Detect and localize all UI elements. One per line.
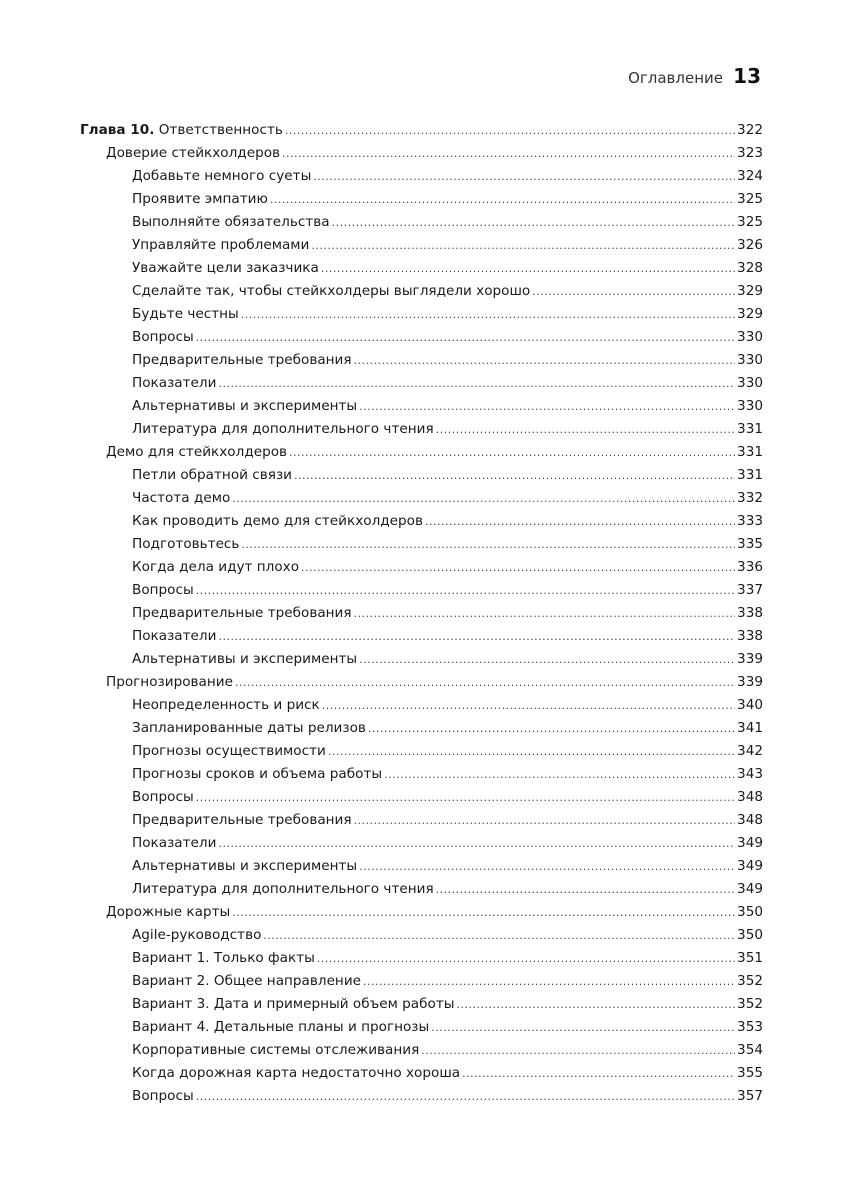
toc-entry-label xyxy=(132,464,292,487)
toc-entry-label xyxy=(132,648,357,671)
toc-entry-label xyxy=(132,832,216,855)
toc-dot-leader xyxy=(321,257,735,280)
toc-entry-title: Альтернативы и эксперименты xyxy=(132,398,358,414)
toc-subsection-entry[interactable] xyxy=(132,1016,763,1039)
toc-dot-leader xyxy=(384,763,735,786)
toc-subsection-entry[interactable] xyxy=(132,832,763,855)
toc-dot-leader xyxy=(456,993,735,1016)
toc-entry-title: Выполняйте обязательства xyxy=(132,214,330,230)
toc-entry-title: Управляйте проблемами xyxy=(132,237,310,253)
toc-page-number: 331 xyxy=(737,444,763,460)
toc-entry-label xyxy=(106,441,287,464)
toc-page-number: 338 xyxy=(737,605,763,621)
toc-page-number: 339 xyxy=(737,651,763,667)
toc-entry-title: Литература для дополнительного чтения xyxy=(132,421,434,437)
toc-entry-label xyxy=(132,970,361,993)
toc-entry-title: Когда дорожная карта недостаточно хороша xyxy=(132,1065,461,1081)
toc-entry-title: Когда дела идут плохо xyxy=(132,559,300,575)
toc-entry-label xyxy=(132,372,216,395)
toc-subsection-entry[interactable] xyxy=(132,257,763,280)
toc-page-number: 349 xyxy=(737,881,763,897)
toc-dot-leader xyxy=(196,1085,735,1108)
toc-section-entry[interactable] xyxy=(106,142,763,165)
toc-entry-label xyxy=(132,763,382,786)
toc-page-number: 355 xyxy=(737,1065,763,1081)
toc-entry-title: Прогнозы сроков и объема работы xyxy=(132,766,383,782)
toc-subsection-entry[interactable] xyxy=(132,165,763,188)
toc-dot-leader xyxy=(241,533,735,556)
toc-page-number: 349 xyxy=(737,858,763,874)
toc-entry-label xyxy=(132,579,194,602)
toc-subsection-entry[interactable] xyxy=(132,188,763,211)
toc-page-number: 336 xyxy=(737,559,763,575)
page-header xyxy=(0,64,849,92)
toc-dot-leader xyxy=(301,556,735,579)
toc-entry-title: Показатели xyxy=(132,375,217,391)
toc-entry-label xyxy=(132,717,366,740)
toc-page-number: 332 xyxy=(737,490,763,506)
toc-subsection-entry[interactable] xyxy=(132,993,763,1016)
toc-dot-leader xyxy=(354,349,735,372)
toc-dot-leader xyxy=(317,947,735,970)
toc-subsection-entry[interactable] xyxy=(132,487,763,510)
toc-dot-leader xyxy=(270,188,735,211)
toc-page-number: 349 xyxy=(737,835,763,851)
toc-entry-label xyxy=(132,280,530,303)
toc-entry-label xyxy=(132,349,352,372)
toc-entry-title: Альтернативы и эксперименты xyxy=(132,858,358,874)
toc-section-entry[interactable] xyxy=(106,671,763,694)
toc-subsection-entry[interactable] xyxy=(132,855,763,878)
toc-page-number: 328 xyxy=(737,260,763,276)
toc-dot-leader xyxy=(218,372,735,395)
toc-entry-title: Дорожные карты xyxy=(106,904,231,920)
toc-page-number: 329 xyxy=(737,306,763,322)
toc-entry-label xyxy=(132,1039,419,1062)
toc-entry-label xyxy=(132,1062,460,1085)
toc-entry-title: Прогнозы осуществимости xyxy=(132,743,326,759)
toc-page-number: 354 xyxy=(737,1042,763,1058)
toc-subsection-entry[interactable] xyxy=(132,418,763,441)
toc-dot-leader xyxy=(313,165,735,188)
toc-entry-title: Проявите эмпатию xyxy=(132,191,268,207)
toc-entry-label xyxy=(106,901,230,924)
toc-page-number: 333 xyxy=(737,513,763,529)
toc-entry-title: Литература для дополнительного чтения xyxy=(132,881,434,897)
toc-page-number: 325 xyxy=(737,214,763,230)
toc-dot-leader xyxy=(232,901,735,924)
toc-subsection-entry[interactable] xyxy=(132,372,763,395)
toc-entry-title: Неопределенность и риск xyxy=(132,697,320,713)
toc-entry-label xyxy=(132,257,319,280)
toc-entry-label xyxy=(132,625,216,648)
toc-page-number: 326 xyxy=(737,237,763,253)
toc-page-number: 331 xyxy=(737,421,763,437)
toc-page-number: 335 xyxy=(737,536,763,552)
toc-entry-label xyxy=(132,786,194,809)
toc-dot-leader xyxy=(263,924,735,947)
toc-entry-title: Подготовьтесь xyxy=(132,536,240,552)
toc-entry-title: Вариант 2. Общее направление xyxy=(132,973,362,989)
toc-dot-leader xyxy=(196,786,735,809)
toc-dot-leader xyxy=(421,1039,735,1062)
toc-chapter-entry[interactable] xyxy=(80,119,763,142)
toc-subsection-entry[interactable] xyxy=(132,694,763,717)
toc-page-number: 330 xyxy=(737,375,763,391)
toc-subsection-entry[interactable] xyxy=(132,924,763,947)
toc-subsection-entry[interactable] xyxy=(132,1062,763,1085)
toc-subsection-entry[interactable] xyxy=(132,740,763,763)
toc-dot-leader xyxy=(218,625,735,648)
toc-subsection-entry[interactable] xyxy=(132,510,763,533)
toc-entry-title: Частота демо xyxy=(132,490,231,506)
toc-subsection-entry[interactable] xyxy=(132,556,763,579)
toc-entry-title: Agile-руководство xyxy=(132,927,262,943)
toc-dot-leader xyxy=(332,211,735,234)
toc-page-number: 357 xyxy=(737,1088,763,1104)
toc-entry-label xyxy=(132,510,423,533)
toc-dot-leader xyxy=(322,694,735,717)
running-header-title: Оглавление xyxy=(628,69,723,87)
toc-entry-label xyxy=(132,878,434,901)
toc-entry-label xyxy=(132,326,194,349)
toc-page-number: 341 xyxy=(737,720,763,736)
toc-dot-leader xyxy=(328,740,735,763)
toc-dot-leader xyxy=(196,579,735,602)
toc-entry-label xyxy=(132,694,320,717)
toc-dot-leader xyxy=(354,809,735,832)
toc-subsection-entry[interactable] xyxy=(132,602,763,625)
toc-entry-label xyxy=(132,924,261,947)
toc-entry-label xyxy=(132,855,357,878)
toc-page-number: 337 xyxy=(737,582,763,598)
toc-dot-leader xyxy=(218,832,735,855)
toc-dot-leader xyxy=(462,1062,735,1085)
toc-entry-title: Вопросы xyxy=(132,789,194,805)
toc-entry-label xyxy=(132,602,352,625)
toc-dot-leader xyxy=(354,602,735,625)
toc-dot-leader xyxy=(294,464,735,487)
toc-entry-title: Уважайте цели заказчика xyxy=(132,260,319,276)
toc-entry-title: Демо для стейкхолдеров xyxy=(106,444,288,460)
toc-entry-title: Добавьте немного суеты xyxy=(132,168,312,184)
toc-subsection-entry[interactable] xyxy=(132,326,763,349)
page-number: 13 xyxy=(733,64,761,88)
toc-entry-label xyxy=(132,1085,194,1108)
toc-dot-leader xyxy=(425,510,735,533)
toc-page-number: 339 xyxy=(737,674,763,690)
toc-subsection-entry[interactable] xyxy=(132,464,763,487)
toc-dot-leader xyxy=(359,855,735,878)
toc-dot-leader xyxy=(359,395,735,418)
toc-entry-title: Петли обратной связи xyxy=(132,467,293,483)
toc-entry-label xyxy=(132,556,299,579)
toc-subsection-entry[interactable] xyxy=(132,947,763,970)
toc-subsection-entry[interactable] xyxy=(132,234,763,257)
toc-page-number: 323 xyxy=(737,145,763,161)
toc-page-number: 330 xyxy=(737,352,763,368)
toc-dot-leader xyxy=(285,119,735,142)
toc-entry-label xyxy=(132,993,454,1016)
toc-entry-title: Вариант 1. Только факты xyxy=(132,950,315,966)
toc-subsection-entry[interactable] xyxy=(132,579,763,602)
toc-dot-leader xyxy=(241,303,735,326)
toc-page-number: 338 xyxy=(737,628,763,644)
toc-entry-title: Вариант 4. Детальные планы и прогнозы xyxy=(132,1019,430,1035)
toc-subsection-entry[interactable] xyxy=(132,303,763,326)
toc-page-number: 348 xyxy=(737,812,763,828)
toc-entry-title: Вопросы xyxy=(132,582,194,598)
toc-dot-leader xyxy=(532,280,735,303)
toc-page-number: 340 xyxy=(737,697,763,713)
toc-dot-leader xyxy=(436,418,735,441)
toc-dot-leader xyxy=(436,878,735,901)
toc-subsection-entry[interactable] xyxy=(132,786,763,809)
toc-entry-label xyxy=(80,119,283,142)
toc-page-number: 324 xyxy=(737,168,763,184)
toc-entry-title: Вариант 3. Дата и примерный объем работы xyxy=(132,996,455,1012)
toc-entry-label xyxy=(132,188,268,211)
toc-entry-label xyxy=(132,947,315,970)
toc-page-number: 330 xyxy=(737,398,763,414)
toc-page-number: 350 xyxy=(737,904,763,920)
toc-entry-title: Показатели xyxy=(132,628,217,644)
toc-entry-title: Показатели xyxy=(132,835,217,851)
toc-subsection-entry[interactable] xyxy=(132,349,763,372)
toc-dot-leader xyxy=(235,671,735,694)
toc-entry-title: Запланированные даты релизов xyxy=(132,720,366,736)
toc-entry-title: Доверие стейкхолдеров xyxy=(106,145,281,161)
toc-subsection-entry[interactable] xyxy=(132,395,763,418)
toc-page-number: 348 xyxy=(737,789,763,805)
toc-entry-title: Прогнозирование xyxy=(106,674,233,690)
toc-entry-label xyxy=(132,395,357,418)
toc-page-number: 330 xyxy=(737,329,763,345)
toc-page-number: 325 xyxy=(737,191,763,207)
toc-page-number: 352 xyxy=(737,996,763,1012)
toc-entry-label xyxy=(132,303,239,326)
toc-dot-leader xyxy=(196,326,735,349)
toc-subsection-entry[interactable] xyxy=(132,878,763,901)
toc-dot-leader xyxy=(359,648,735,671)
toc-entry-label xyxy=(132,418,434,441)
toc-page-number: 353 xyxy=(737,1019,763,1035)
toc-dot-leader xyxy=(282,142,735,165)
toc-page-number: 322 xyxy=(737,122,763,138)
toc-entry-label xyxy=(132,533,239,556)
toc-entry-title: Как проводить демо для стейкхолдеров xyxy=(132,513,423,529)
toc-entry-title: Будьте честны xyxy=(132,306,239,322)
toc-subsection-entry[interactable] xyxy=(132,809,763,832)
toc-entry-title: Корпоративные системы отслеживания xyxy=(132,1042,420,1058)
toc-entry-label xyxy=(132,809,352,832)
toc-section-entry[interactable] xyxy=(106,901,763,924)
toc-dot-leader xyxy=(232,487,735,510)
toc-subsection-entry[interactable] xyxy=(132,280,763,303)
toc-page-number: 352 xyxy=(737,973,763,989)
toc-entry-title: Предварительные требования xyxy=(132,812,352,828)
toc-section-entry[interactable] xyxy=(106,441,763,464)
toc-entry-label xyxy=(132,234,309,257)
toc-page-number: 331 xyxy=(737,467,763,483)
toc-subsection-entry[interactable] xyxy=(132,625,763,648)
toc-entry-title: Альтернативы и эксперименты xyxy=(132,651,358,667)
toc-page-number: 329 xyxy=(737,283,763,299)
toc-entry-title: Ответственность xyxy=(154,122,283,138)
toc-page-number: 342 xyxy=(737,743,763,759)
toc-entry-title: Вопросы xyxy=(132,1088,194,1104)
toc-subsection-entry[interactable] xyxy=(132,533,763,556)
toc-page-number: 343 xyxy=(737,766,763,782)
toc-subsection-entry[interactable] xyxy=(132,763,763,786)
toc-entry-title: Предварительные требования xyxy=(132,352,352,368)
toc-dot-leader xyxy=(431,1016,735,1039)
toc-chapter-prefix: Глава 10. xyxy=(80,122,155,138)
toc-entry-label xyxy=(132,211,330,234)
toc-subsection-entry[interactable] xyxy=(132,1085,763,1108)
toc-dot-leader xyxy=(368,717,735,740)
toc-subsection-entry[interactable] xyxy=(132,1039,763,1062)
toc-subsection-entry[interactable] xyxy=(132,717,763,740)
toc-page-number: 350 xyxy=(737,927,763,943)
toc-entry-title: Сделайте так, чтобы стейкхолдеры выглядели хорошо xyxy=(132,283,531,299)
toc-entry-label xyxy=(132,740,326,763)
toc-subsection-entry[interactable] xyxy=(132,211,763,234)
toc-subsection-entry[interactable] xyxy=(132,970,763,993)
toc-dot-leader xyxy=(363,970,735,993)
toc-entry-label xyxy=(132,487,230,510)
toc-entry-label xyxy=(106,671,233,694)
toc-dot-leader xyxy=(289,441,735,464)
toc-entry-title: Предварительные требования xyxy=(132,605,352,621)
toc-entry-label xyxy=(106,142,280,165)
toc-entry-label xyxy=(132,165,311,188)
toc-entry-title: Вопросы xyxy=(132,329,194,345)
toc-entry-label xyxy=(132,1016,429,1039)
toc-dot-leader xyxy=(311,234,735,257)
toc-page-number: 351 xyxy=(737,950,763,966)
toc-subsection-entry[interactable] xyxy=(132,648,763,671)
